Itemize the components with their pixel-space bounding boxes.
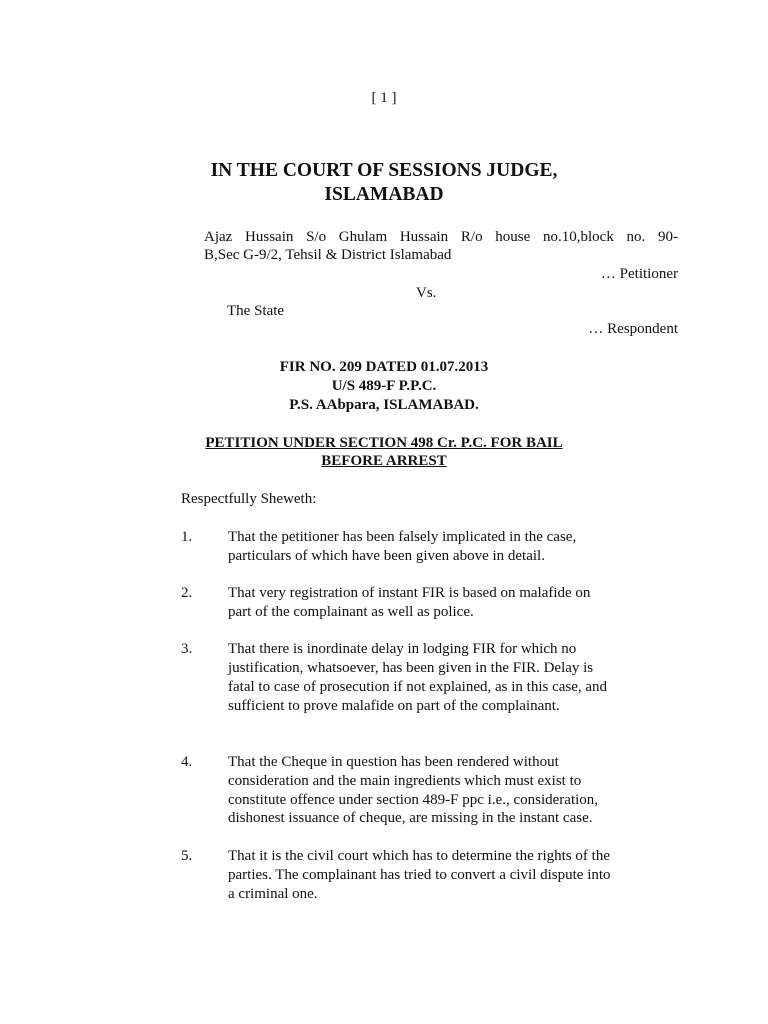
fir-number: FIR NO. 209 DATED 01.07.2013	[279, 359, 489, 375]
paragraph-line: constitute offence under section 489-F ppc i.e., consideration,	[228, 792, 599, 808]
paragraph-line: parties. The complainant has tried to convert a civil dispute into	[228, 867, 611, 883]
paragraph-number: 3.	[181, 641, 193, 657]
court-title	[0, 159, 768, 207]
paragraph-line: fatal to case of prosecution if not explained, as in this case, and	[228, 679, 608, 695]
paragraph-line: a criminal one.	[228, 886, 318, 902]
paragraph-line: part of the complainant as well as police.	[228, 604, 474, 620]
versus-text: Vs.	[416, 285, 437, 301]
paragraph-number: 4.	[181, 754, 193, 770]
respondent-label: … Respondent	[588, 321, 678, 337]
paragraph-line: sufficient to prove malafide on part of the complainant.	[228, 698, 560, 714]
petition-heading-line-1: PETITION UNDER SECTION 498 Cr. P.C. FOR BAIL	[205, 435, 563, 451]
paragraph-line: That there is inordinate delay in lodging FIR for which no	[228, 641, 577, 657]
paragraph-number: 2.	[181, 585, 193, 601]
paragraph-line: That very registration of instant FIR is based on malafide on	[228, 585, 591, 601]
respondent-name: The State	[227, 303, 285, 319]
paragraph-line: particulars of which have been given above in detail.	[228, 548, 545, 564]
paragraph-line: That the petitioner has been falsely implicated in the case,	[228, 529, 577, 545]
paragraph-line: justification, whatsoever, has been given in the FIR. Delay is	[228, 660, 594, 676]
paragraph-line: That it is the civil court which has to determine the rights of the	[228, 848, 610, 864]
salutation: Respectfully Sheweth:	[181, 491, 317, 507]
petitioner-label: … Petitioner	[600, 266, 678, 282]
fir-police-station: P.S. AAbpara, ISLAMABAD.	[289, 397, 479, 413]
fir-section: U/S 489-F P.P.C.	[331, 378, 437, 394]
petitioner-line-2: B,Sec G-9/2, Tehsil & District Islamabad	[204, 247, 452, 263]
paragraph-line: That the Cheque in question has been rendered without	[228, 754, 559, 770]
page-number: [ 1 ]	[371, 90, 397, 106]
court-title-line-1: IN THE COURT OF SESSIONS JUDGE,	[210, 160, 558, 181]
paragraph-number: 5.	[181, 848, 193, 864]
court-title-line-2: ISLAMABAD	[324, 184, 444, 205]
petitioner-line-1: Ajaz Hussain S/o Ghulam Hussain R/o house no.10,block no. 90-	[204, 229, 678, 245]
paragraph-number: 1.	[181, 529, 193, 545]
paragraph-line: consideration and the main ingredients which must exist to	[228, 773, 582, 789]
paragraph-line: dishonest issuance of cheque, are missing in the instant case.	[228, 810, 593, 826]
petition-heading-line-2: BEFORE ARREST	[321, 453, 447, 469]
